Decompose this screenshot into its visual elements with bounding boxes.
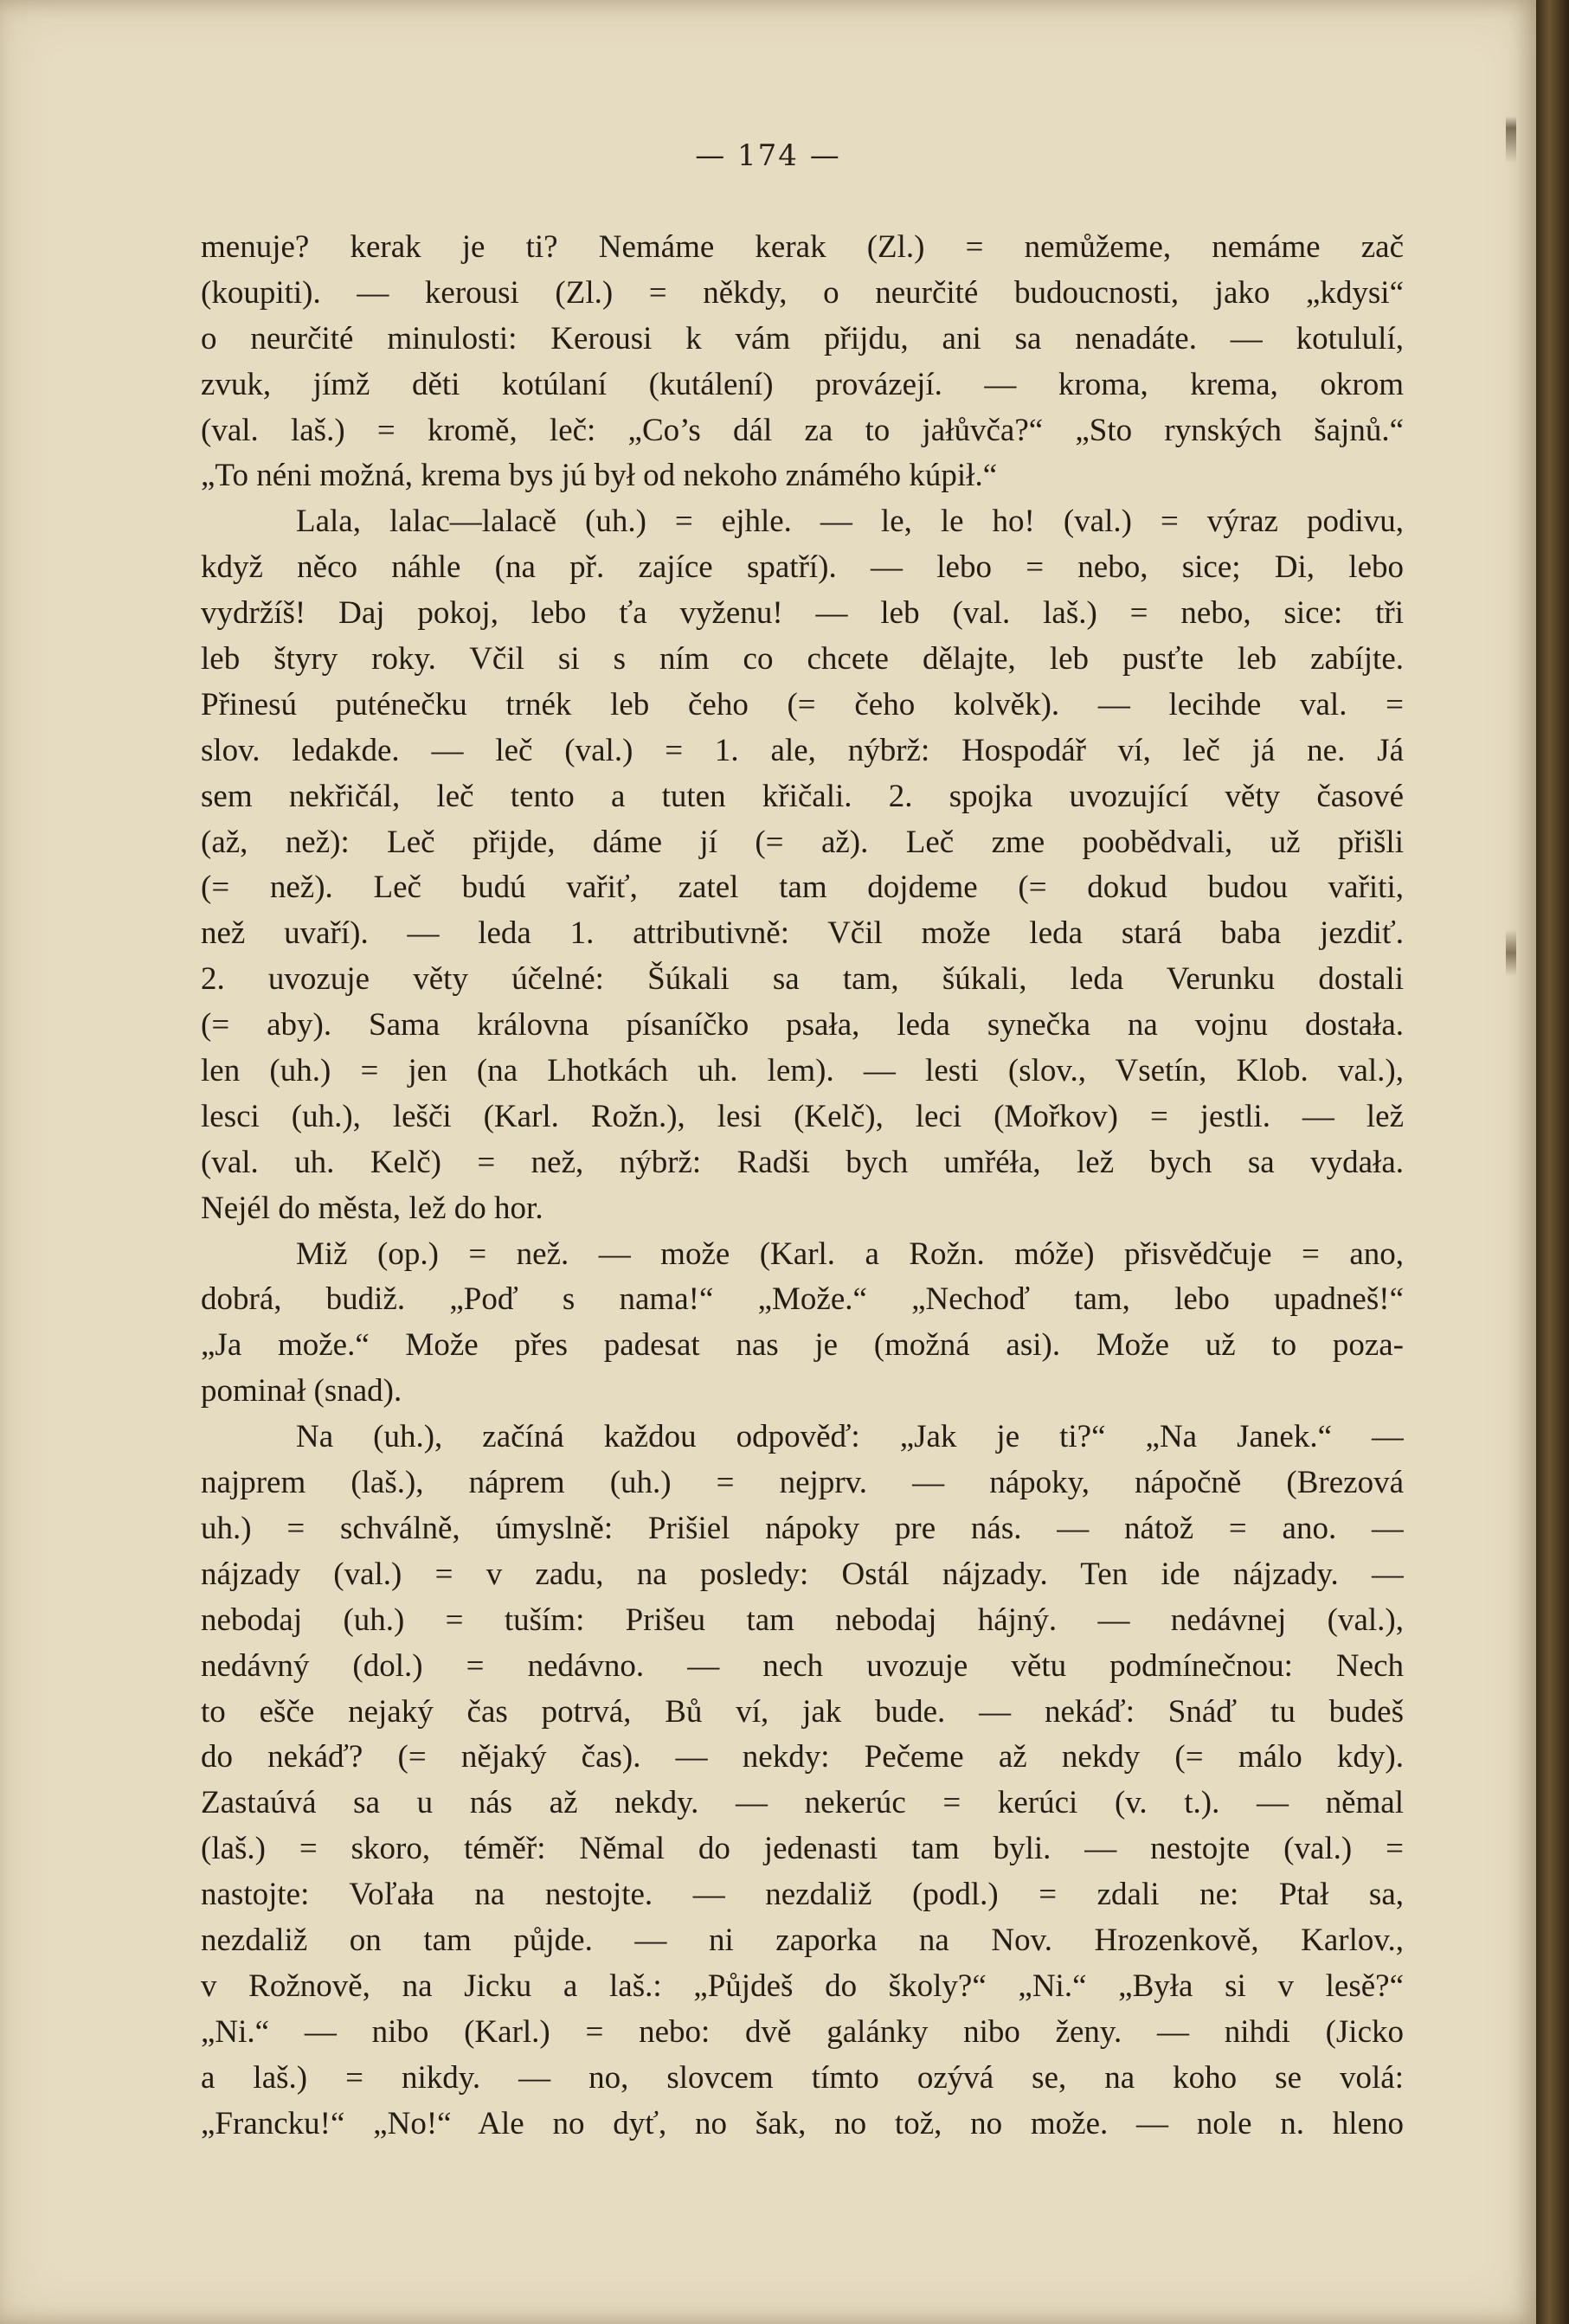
text-line: pominał (snad). — [201, 1373, 402, 1409]
text-line: sem nekřičál, leč tento a tuten křičali. 2. spojka uvozující věty časové — [201, 778, 1404, 814]
text-line: Nejél do města, lež do hor. — [201, 1190, 543, 1226]
text-line: Miž (op.) = než. — može (Karl. a Rožn. móže) přisvědčuje = ano, — [296, 1236, 1404, 1272]
text-line: nastojte: Voľała na nestojte. — nezdaliž (podl.) = zdali ne: Ptał sa, — [201, 1877, 1404, 1913]
text-line: menuje? kerak je ti? Nemáme kerak (Zl.) = nemůžeme, nemáme zač — [201, 229, 1404, 265]
text-line: uh.) = schválně, úmyslně: Prišiel nápoky pre nás. — nátož = ano. — — [201, 1510, 1404, 1546]
text-line: lesci (uh.), lešči (Karl. Rožn.), lesi (Kelč), leci (Mořkov) = jestli. — lež — [201, 1098, 1404, 1134]
text-line: nájzady (val.) = v zadu, na posledy: Ostál nájzady. Ten ide nájzady. — — [201, 1556, 1404, 1592]
text-line: (koupiti). — kerousi (Zl.) = někdy, o neurčité budoucnosti, jako „kdysi“ — [201, 274, 1404, 311]
text-line: do nekáď? (= nějaký čas). — nekdy: Pečeme až nekdy (= málo kdy). — [201, 1739, 1404, 1775]
text-line: nebodaj (uh.) = tuším: Prišeu tam nebodaj hájný. — nedávnej (val.), — [201, 1602, 1404, 1638]
text-line: „To néni možná, krema bys jú był od nekoho známého kúpił.“ — [201, 458, 998, 494]
text-line: Na (uh.), začíná každou odpověď: „Jak je ti?“ „Na Janek.“ — — [296, 1419, 1404, 1455]
text-line: leb štyry roky. Včil si s ním co chcete dělajte, leb pusťte leb zabíjte. — [201, 641, 1404, 677]
text-line: vydržíš! Daj pokoj, lebo ťa vyženu! — leb (val. laš.) = nebo, sice: tři — [201, 595, 1404, 632]
text-line: když něco náhle (na př. zajíce spatří). — lebo = nebo, sice; Di, lebo — [201, 549, 1404, 586]
text-line: „Ni.“ — nibo (Karl.) = nebo: dvě galánky nibo ženy. — nihdi (Jicko — [201, 2013, 1404, 2050]
text-line: „Ja može.“ Može přes padesat nas je (možná asi). Može už to poza- — [201, 1327, 1404, 1364]
text-line: Zastaúvá sa u nás až nekdy. — nekerúc = kerúci (v. t.). — němal — [201, 1785, 1404, 1821]
text-line: (= aby). Sama královna písaníčko psała, leda synečka na vojnu dostała. — [201, 1007, 1404, 1043]
book-binding-edge — [1536, 0, 1569, 2324]
text-line: najprem (laš.), náprem (uh.) = nejprv. — nápoky, nápočně (Brezová — [201, 1465, 1404, 1501]
text-line: a laš.) = nikdy. — no, slovcem tímto ozývá se, na koho se volá: — [201, 2059, 1404, 2096]
text-line: 2. uvozuje věty účelné: Šúkali sa tam, šúkali, leda Verunku dostali — [201, 961, 1404, 998]
text-line: to ešče nejaký čas potrvá, Bů ví, jak bude. — nekáď: Snáď tu budeš — [201, 1693, 1404, 1730]
text-line: (val. laš.) = kromě, leč: „Co’s dál za to jałůvča?“ „Sto rynských šajnů.“ — [201, 412, 1404, 448]
text-line: Lala, lalac—lalacě (uh.) = ejhle. — le, le ho! (val.) = výraz podivu, — [296, 504, 1404, 540]
text-line: nedávný (dol.) = nedávno. — nech uvozuje větu podmínečnou: Nech — [201, 1647, 1404, 1684]
text-line: o neurčité minulosti: Kerousi k vám přijdu, ani sa nenadáte. — kotululí, — [201, 320, 1404, 356]
text-line: (až, než): Leč přijde, dáme jí (= až). Leč zme poobědvali, už přišli — [201, 824, 1404, 860]
page-text-body — [201, 225, 1404, 2147]
text-line: než uvaří). — leda 1. attributivně: Včil može leda stará baba jezdiť. — [201, 915, 1404, 952]
text-line: slov. ledakde. — leč (val.) = 1. ale, nýbrž: Hospodář ví, leč já ne. Já — [201, 732, 1404, 768]
text-line: len (uh.) = jen (na Lhotkách uh. lem). — lesti (slov., Vsetín, Klob. val.), — [201, 1053, 1404, 1089]
page-edge-marks — [1506, 0, 1516, 2324]
text-line: „Francku!“ „No!“ Ale no dyť, no šak, no tož, no može. — nole n. hleno — [201, 2105, 1404, 2141]
text-line: dobrá, budiž. „Poď s nama!“ „Može.“ „Nechoď tam, lebo upadneš!“ — [201, 1281, 1404, 1318]
text-line: (val. uh. Kelč) = než, nýbrž: Radši bych umřéła, lež bych sa vydała. — [201, 1144, 1404, 1180]
text-line: nezdaliž on tam půjde. — ni zaporka na Nov. Hrozenkově, Karlov., — [201, 1922, 1404, 1958]
page-number: — 174 — — [695, 138, 841, 173]
text-line: (laš.) = skoro, téměř: Němal do jedenasti tam byli. — nestojte (val.) = — [201, 1831, 1404, 1867]
text-line: Přinesú puténečku trnék leb čeho (= čeho kolvěk). — lecihde val. = — [201, 686, 1404, 722]
text-line: v Rožnově, na Jicku a laš.: „Půjdeš do školy?“ „Ni.“ „Była si v lesě?“ — [201, 1968, 1404, 2004]
text-line: zvuk, jímž děti kotúlaní (kutálení) provázejí. — kroma, krema, okrom — [201, 366, 1404, 402]
text-line: (= než). Leč budú vařiť, zatel tam dojdeme (= dokud budou vařiti, — [201, 870, 1404, 906]
